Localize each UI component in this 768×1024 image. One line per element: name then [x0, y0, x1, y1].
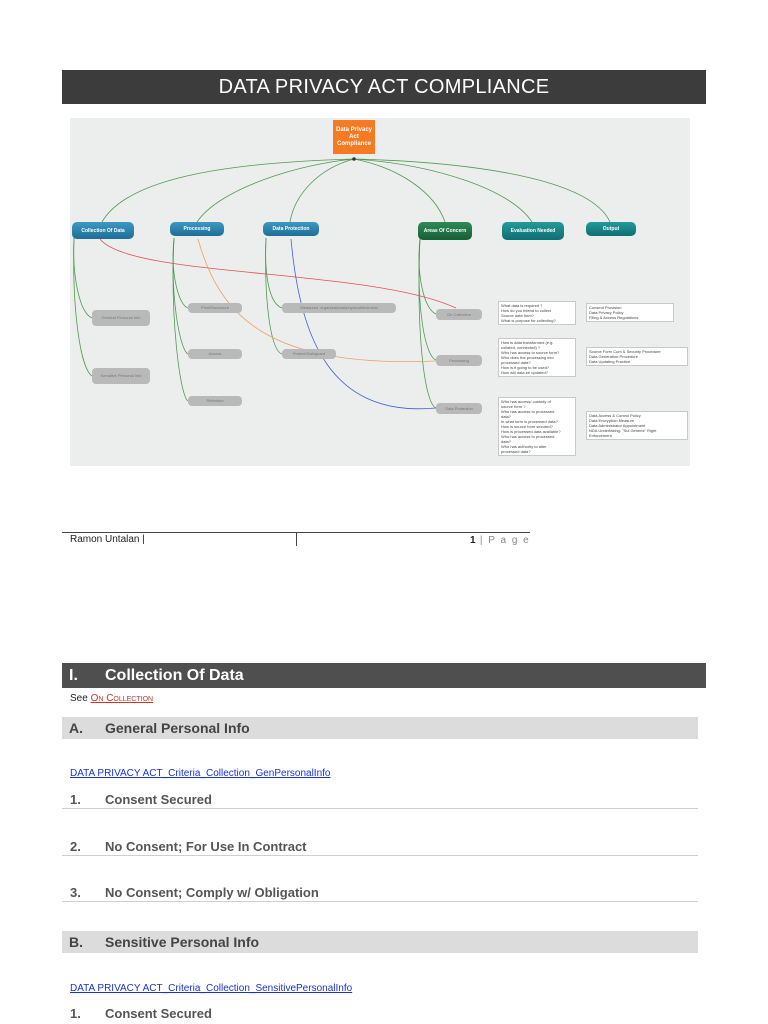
item-label: Consent Secured	[105, 792, 212, 807]
mindmap-root-node: Data Privacy Act Compliance	[333, 120, 375, 154]
cross-link-protection	[291, 239, 436, 409]
list-item	[62, 885, 698, 902]
node-areas-of-concern: Areas Of Concern	[418, 222, 472, 240]
subsection-heading-a	[62, 717, 698, 739]
note-collection-questions: What data is required ? How do you intend to collect Source data form? What is purpose for collecting?	[498, 301, 576, 325]
subsection-title: General Personal Info	[105, 720, 250, 736]
section-title: Collection Of Data	[105, 666, 244, 684]
gen-personal-info-link[interactable]: DATA PRIVACY ACT_Criteria_Collection_GenPersonalInfo	[70, 768, 331, 779]
connector-concern-children	[419, 238, 436, 314]
page-label: | P a g e	[479, 535, 531, 546]
document-title: DATA PRIVACY ACT COMPLIANCE	[62, 70, 706, 104]
subsection-heading-b	[62, 931, 698, 953]
footer-page-number	[470, 535, 530, 546]
note-output-collection: Consent Provision Data Privacy Policy Filing & Access Regulations	[586, 303, 674, 322]
see-reference	[70, 693, 153, 704]
note-processing-questions: How is data transformed (e.g. collated, connected) ? Who has access to source form? Who does the processing into processed data? How is it going to be used? How will data be updated?	[498, 338, 576, 377]
list-item	[62, 1006, 698, 1022]
footer-author: Ramon Untalan |	[70, 534, 145, 545]
item-number: 1.	[70, 792, 81, 807]
node-print-disclosure: Print/Disclosure	[188, 303, 242, 313]
item-label: No Consent; Comply w/ Obligation	[105, 885, 319, 900]
footer-separator	[296, 533, 297, 546]
connector-root-concern	[354, 159, 445, 222]
subsection-title: Sensitive Personal Info	[105, 934, 260, 950]
cross-link-processing	[198, 239, 436, 362]
item-number: 1.	[70, 1006, 81, 1021]
section-heading	[62, 663, 706, 688]
on-collection-link[interactable]: On Collection	[90, 693, 154, 704]
note-protection-questions: Who has access/ custody of source form ? Who has access to processed data? In what form is processed data? How is source form secured? How is processed data available? Who has access to processed data? Who has authority to alter processed data?	[498, 397, 576, 456]
node-processing: Processing	[170, 222, 224, 236]
subsection-number: A.	[69, 720, 83, 736]
node-evaluation-needed: Evaluation Needed	[502, 222, 564, 240]
node-on-processing: Processing	[436, 355, 482, 366]
node-general-personal-info: General Personal Info	[92, 310, 150, 326]
node-measures: Measures: organizational/physical/technical	[282, 303, 396, 313]
note-output-protection: Data Access & Control Policy Data Encryption Measure Data Administrator Appointment NDA Undertaking: "Sui Generis" Right Enforcement	[586, 411, 688, 440]
item-label: No Consent; For Use In Contract	[105, 839, 307, 854]
connector-root-output	[354, 159, 610, 222]
sensitive-personal-info-link[interactable]: DATA PRIVACY ACT_Criteria_Collection_SensitivePersonalInfo	[70, 983, 353, 994]
node-collection-of-data: Collection Of Data	[72, 222, 134, 239]
note-output-processing: Source Form Cum & Security Procedure Data Generation Procedure Data Updating Practice	[586, 347, 688, 366]
item-label: Consent Secured	[105, 1006, 212, 1021]
mindmap-diagram	[70, 118, 690, 466]
node-protect-safeguard: Protect/Safeguard	[282, 349, 336, 359]
item-number: 2.	[70, 839, 81, 854]
node-output: Output	[586, 222, 636, 236]
connector-root-evaluation	[354, 159, 532, 222]
node-on-collection: On Collection	[436, 309, 482, 320]
connector-protection-children	[266, 238, 282, 308]
see-prefix: See	[70, 693, 88, 704]
node-retention: Retention	[188, 396, 242, 406]
cross-link-collection	[100, 239, 456, 308]
list-item	[62, 839, 698, 856]
node-access: Access	[188, 349, 242, 359]
subsection-number: B.	[69, 934, 83, 950]
section-number: I.	[69, 666, 78, 684]
node-on-protection: Data Protection	[436, 403, 482, 414]
item-number: 3.	[70, 885, 81, 900]
connector-collection-general	[74, 238, 92, 318]
connector-root-collection	[102, 159, 354, 222]
connector-processing-children	[173, 238, 188, 308]
node-sensitive-personal-info: Sensitive Personal Info	[92, 368, 150, 384]
node-data-protection: Data Protection	[263, 222, 319, 236]
page-number: 1	[470, 535, 476, 546]
list-item	[62, 792, 698, 809]
